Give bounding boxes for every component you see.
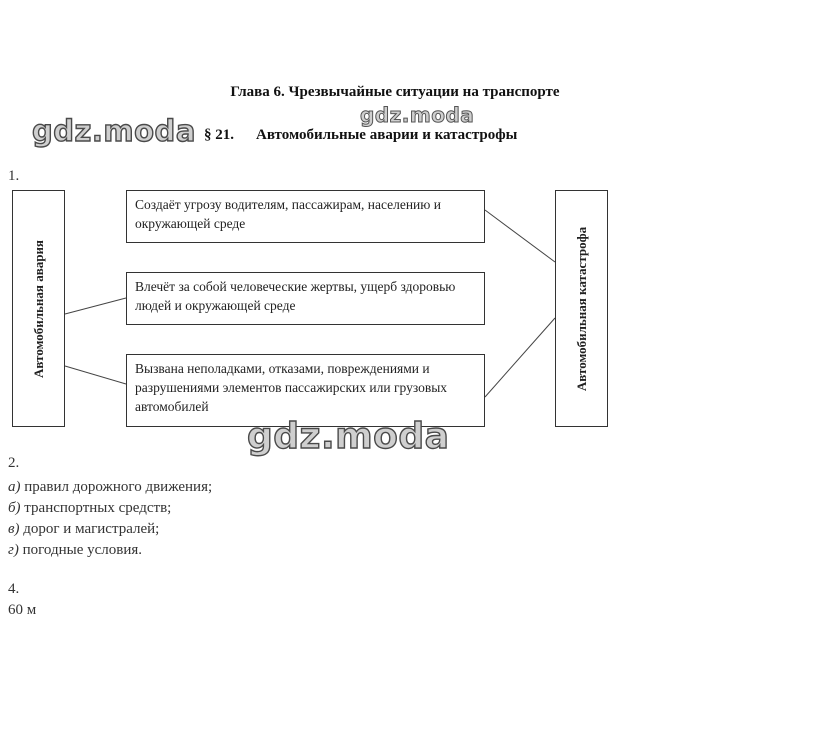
answer-text: дорог и магистралей;: [19, 521, 160, 537]
answer-letter: б): [8, 500, 21, 516]
right-term-label: Автомобильная катастрофа: [573, 226, 589, 391]
statement-box: Влечёт за собой человеческие жертвы, ущерб здоровью людей и окружающей среде: [126, 272, 485, 325]
question-number: 1.: [8, 168, 20, 184]
answer-item: [8, 477, 212, 498]
watermark-logo: gdz.moda: [32, 114, 196, 148]
section-number: § 21.: [204, 127, 234, 143]
answer-letter: г): [8, 542, 19, 558]
question-number: 2.: [8, 455, 20, 471]
chapter-title: Глава 6. Чрезвычайные ситуации на транспорте: [230, 84, 560, 100]
left-term-box: [12, 190, 65, 427]
statement-box: Вызвана неполадками, отказами, повреждениями и разрушениями элементов пассажирских или грузовых автомобилей: [126, 354, 485, 427]
watermark-logo: gdz.moda: [247, 416, 450, 457]
section-title-text: Автомобильные аварии и катастрофы: [256, 127, 518, 143]
connector-line: [65, 298, 126, 314]
answer-letter: в): [8, 521, 20, 537]
right-term-box: [555, 190, 608, 427]
connector-line: [485, 318, 555, 397]
answer-item: [8, 498, 212, 519]
answer-value: 60 м: [8, 602, 37, 618]
answer-letter: а): [8, 479, 21, 495]
section-title: [204, 127, 517, 144]
answer-text: правил дорожного движения;: [20, 479, 213, 495]
answer-text: погодные условия.: [18, 542, 143, 558]
connector-line: [65, 366, 126, 384]
statement-box: Создаёт угрозу водителям, пассажирам, населению и окружающей среде: [126, 190, 485, 243]
answer-item: [8, 519, 212, 540]
answer-item: [8, 540, 212, 561]
left-term-label: Автомобильная авария: [30, 239, 46, 378]
answer-list: [8, 477, 212, 561]
answer-text: транспортных средств;: [20, 500, 172, 516]
watermark-logo: gdz.moda: [360, 103, 475, 127]
question-number: 4.: [8, 581, 20, 597]
connector-line: [485, 210, 555, 262]
